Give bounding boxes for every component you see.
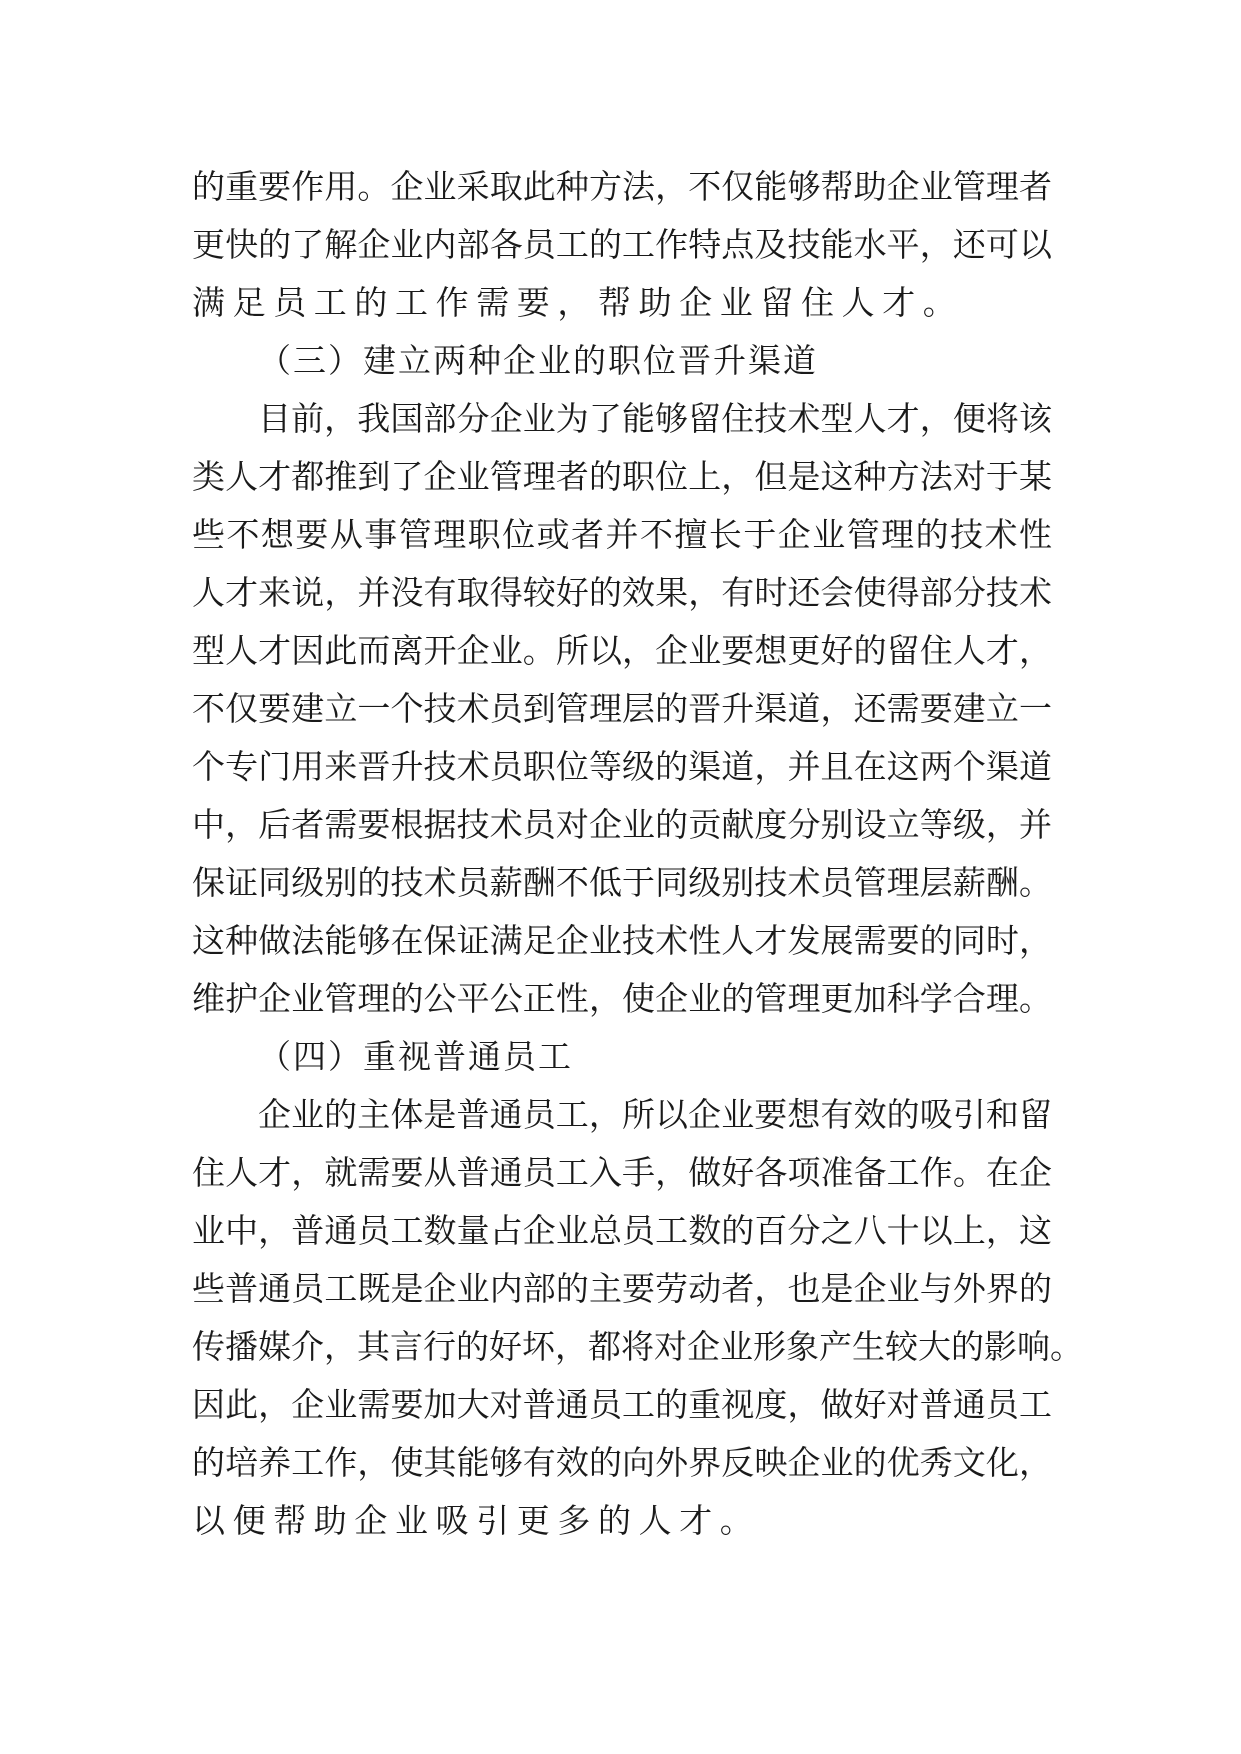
body-text-line: 住人才，就需要从普通员工入手，做好各项准备工作。在企 [192,1153,1052,1192]
body-text-line: 更快的了解企业内部各员工的工作特点及技能水平，还可以 [192,225,1052,264]
body-text-line: 传播媒介，其言行的好坏，都将对企业形象产生较大的影响。 [192,1327,1083,1366]
body-text-line: 这种做法能够在保证满足企业技术性人才发展需要的同时， [192,921,1052,960]
section-heading: （四）重视普通员工 [258,1037,573,1076]
body-text-line: 不仅要建立一个技术员到管理层的晋升渠道，还需要建立一 [192,689,1052,728]
body-text-line: 中，后者需要根据技术员对企业的贡献度分别设立等级，并 [192,805,1052,844]
body-text-line: 业中，普通员工数量占企业总员工数的百分之八十以上，这 [192,1211,1052,1250]
body-text-line: 些普通员工既是企业内部的主要劳动者，也是企业与外界的 [192,1269,1052,1308]
body-text-line: 的培养工作，使其能够有效的向外界反映企业的优秀文化， [192,1443,1052,1482]
body-text-line: 类人才都推到了企业管理者的职位上，但是这种方法对于某 [192,457,1052,496]
body-text-line: 维护企业管理的公平公正性，使企业的管理更加科学合理。 [192,979,1052,1018]
body-text-line: 些不想要从事管理职位或者并不擅长于企业管理的技术性 [192,515,1052,554]
body-text-line: 型人才因此而离开企业。所以，企业要想更好的留住人才， [192,631,1052,670]
body-text-line: 个专门用来晋升技术员职位等级的渠道，并且在这两个渠道 [192,747,1052,786]
body-text-line: 人才来说，并没有取得较好的效果，有时还会使得部分技术 [192,573,1052,612]
body-text-line: 目前，我国部分企业为了能够留住技术型人才，便将该 [258,399,1052,438]
body-text-line: 以便帮助企业吸引更多的人才。 [192,1501,761,1540]
body-text-line: 企业的主体是普通员工，所以企业要想有效的吸引和留 [258,1095,1052,1134]
section-heading: （三）建立两种企业的职位晋升渠道 [258,341,818,380]
body-text-line: 保证同级别的技术员薪酬不低于同级别技术员管理层薪酬。 [192,863,1052,902]
body-text-line: 因此，企业需要加大对普通员工的重视度，做好对普通员工 [192,1385,1052,1424]
body-text-line: 的重要作用。企业采取此种方法，不仅能够帮助企业管理者 [192,167,1052,206]
body-text-line: 满足员工的工作需要，帮助企业留住人才。 [192,283,964,322]
